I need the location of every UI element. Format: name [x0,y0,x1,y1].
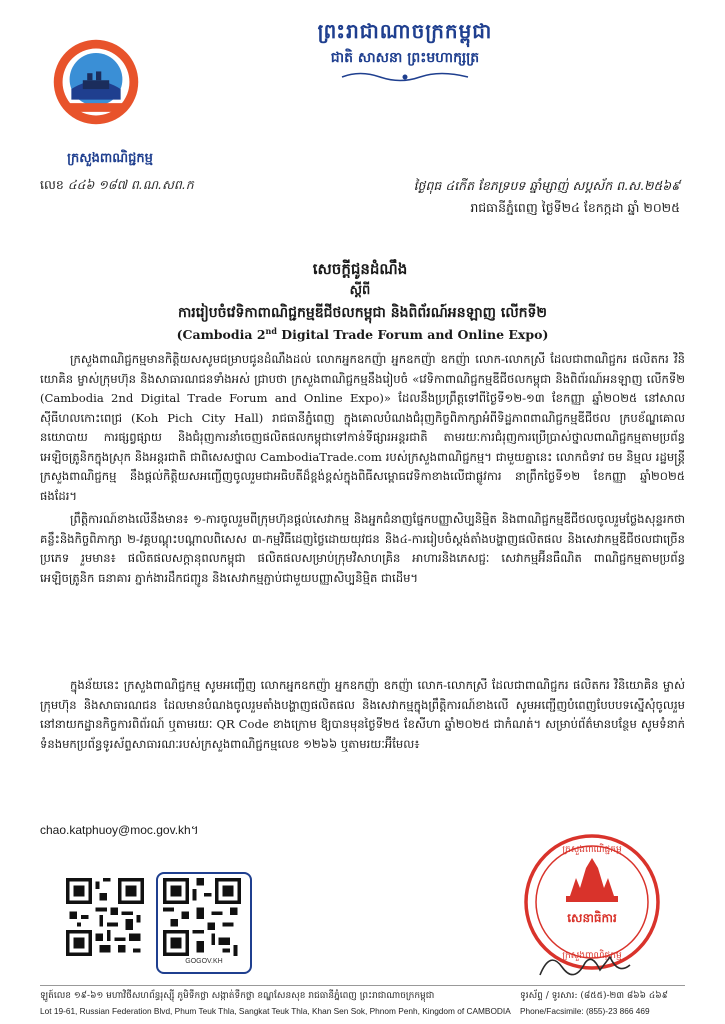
seal-title: សេនាធិការ [567,911,617,925]
body-paragraph-2: ព្រឹត្តិការណ៍ខាងលើនឹងមាន៖ ១-ការចូលរួមពីក្រុមហ៊ុនផ្តល់សេវាកម្ម និងអ្នកជំនាញផ្នែកបញ្ញាសិប្បនិម្មិត និងពាណិជ្ជកម្មឌីជីថលចូលរួមថ្លែងសុន្ទរកថាគន្លឹះនិងកិច្ចពិភាក្សា ២-វគ្គបណ្តុះបណ្តាលពិសេស ៣-កម្មវិធីដេញថ្លៃដោយយុវជន និង៤-ការរៀបចំស្តង់តាំងបង្ហាញផលិតផល និងសេវាកម្មឌីជីថលជាច្រើនប្រភេទ រួមមាន៖ ផលិតផលសក្តានុពលកម្ពុជា ផលិតផលសម្រាប់ក្រុមវិសាហគ្រិន អាហារនិងភេសជ្ជៈ សេវាកម្មអ៊ីនធឺណិត ពាណិជ្ជកម្មតាមប្រព័ន្ធអេឡិចត្រូនិក ធនាគារ ភ្នាក់ងារដឹកជញ្ជូន និងសេវាកម្មភ្ជាប់ជាមួយបញ្ញាសិប្បនិម្មិត ជាដើម។ [40,512,685,585]
national-motto: ជាតិ សាសនា ព្រះមហាក្សត្រ [330,50,480,66]
footer-divider [40,985,685,986]
notice-title: សេចក្តីជូនដំណឹង [312,260,408,278]
seal-top-text: ក្រសួងពាណិជ្ជកម្ម [562,845,622,855]
subject-english-sup: nd [265,326,277,336]
notice-subject-english [90,326,635,342]
lunar-date: ថ្ងៃពុធ ៤កើត ខែភទ្របទ ឆ្នាំម្សាញ់ សប្តស័ក ព.ស.២៥៦៩ [413,178,680,193]
notice-subject-label: ស្តីពី [349,283,371,298]
notice-subject: ការរៀបចំវេទិកាពាណិជ្ជកម្មឌីជីថលកម្ពុជា និងពិព័រណ៍អនឡាញ លើកទី២ [177,305,548,321]
reference-number [40,177,194,196]
footer-phone-english: Phone/Facsimile: (855)-23 866 469 [520,1006,650,1016]
seal-bottom-text: ក្រសួងពាណិជ្ជកម្ម [562,951,622,961]
subject-english-post: Digital Trade Forum and Online Expo) [276,327,549,343]
body-paragraph-1: ក្រសួងពាណិជ្ជកម្មមានកិត្តិយសសូមជម្រាបជូនដំណឹងដល់ លោកអ្នកឧកញ៉ា អ្នកឧកញ៉ា ឧកញ៉ា លោក-លោកស្រី ដែលជាពាណិជ្ជករ ផលិតករ វិនិយោគិន ម្ចាស់ក្រុមហ៊ុន និងសាធារណជនទាំងអស់ ជ្រាបថា ក្រសួងពាណិជ្ជកម្មនឹងរៀបចំ «វេទិកាពាណិជ្ជកម្មឌីជីថលកម្ពុជា និងពិព័រណ៍អនឡាញ លើកទី២ (Cambodia 2nd Digital Trade Forum and Online Expo)» ដែលនឹងប្រព្រឹត្តទៅពីថ្ងៃទី១២-១៣ ខែកញ្ញា ឆ្នាំ២០២៥ នៅសាលស៊ីធីហលកោះពេជ្រ (Koh Pich City Hall) រាជធានីភ្នំពេញ ក្នុងគោលបំណងជំរុញកិច្ចពិភាក្សាអំពីទិដ្ឋភាពពាណិជ្ជកម្មឌីជីថល ក្របខ័ណ្ឌគោលនយោបាយ ការផ្សព្វផ្សាយ និងជំរុញការនាំចេញផលិតផលកម្ពុជាទៅកាន់ទីផ្សារអន្តរជាតិ តាមរយៈការជំរុញការប្រើប្រាស់ថ្នាលពាណិជ្ជកម្មតាមប្រព័ន្ធអេឡិចត្រូនិកក្នុងស្រុក និងអន្តរជាតិ ជាពិសេសថ្នាល CambodiaTrade.com របស់ក្រសួងពាណិជ្ជកម្ម។ ជាមួយគ្នានេះ លោកជំទាវ ចម និម្មល រដ្ឋមន្ត្រីក្រសួងពាណិជ្ជកម្ម នឹងផ្តល់កិត្តិយសអញ្ជើញចូលរួមជាអធិបតីដ៏ខ្ពង់ខ្ពស់ក្នុងពិធីសម្ពោធវេទិកាខាងលើជាផ្លូវការ នាព្រឹកថ្ងៃទី១២ ខែកញ្ញា ឆ្នាំ២០២៥ ផងដែរ។ [40,352,685,503]
signature [500,945,680,985]
subject-english-pre: (Cambodia 2 [176,327,266,343]
footer-address-khmer: ឡូត៍លេខ ១៩-៦១ មហាវិថីសហព័ន្ធរុស្ស៊ី ភូមិទឹកថ្លា សង្កាត់ទឹកថ្លា ខណ្ឌសែនសុខ រាជធានីភ្នំពេញ ព្រះរាជាណាចក្រកម្ពុជា [40,991,435,1001]
reference-value: ៤៤៦ ១៨៧ ព.ណ.សព.ក [67,177,194,192]
contact-email[interactable]: chao.katphuoy@moc.gov.kh។ [40,823,199,837]
ornament-divider [340,70,470,84]
body-paragraph-3: ក្នុងន័យនេះ ក្រសួងពាណិជ្ជកម្ម សូមអញ្ជើញ លោកអ្នកឧកញ៉ា អ្នកឧកញ៉ា ឧកញ៉ា លោក-លោកស្រី ដែលជាពាណិជ្ជករ ផលិតករ វិនិយោគិន ម្ចាស់ក្រុមហ៊ុន និងសាធារណជន ដែលមានបំណងចូលរួមតាំងបង្ហាញផលិតផល និងសេវាកម្មក្នុងព្រឹត្តិការណ៍ខាងលើ សូមអញ្ជើញបំពេញបែបបទស្នើសុំចូលរួមនៅនាយកដ្ឋានកិច្ចការពិព័រណ៍ ឬតាមរយៈ QR Code ខាងក្រោម ឱ្យបានមុនថ្ងៃទី២៥ ខែសីហា ឆ្នាំ២០២៥ ជាកំណត់។ សម្រាប់ព័ត៌មានបន្ថែម សូមទំនាក់ទំនងមកប្រព័ន្ធទូរស័ព្ទសាធារណៈរបស់ក្រសួងពាណិជ្ជកម្មលេខ ១២៦៦ ឬតាមរយៈអ៊ីមែល៖ [40,678,685,751]
footer-address-english: Lot 19-61, Russian Federation Blvd, Phum Teuk Thla, Sangkat Teuk Thla, Khan Sen Sok, Phnom Penh, Kingdom of CAMBODIA [40,1006,511,1016]
gogov-qr-code[interactable] [163,878,241,956]
gogov-label: GOGOV.KH [185,958,223,965]
registration-qr-code[interactable] [66,878,144,956]
footer-phone-khmer: ទូរស័ព្ទ / ទូរសារ: (៨៥៥)-២៣ ៨៦៦ ៤៦៩ [520,991,668,1001]
ministry-name: ក្រសួងពាណិជ្ជកម្ម [67,151,153,166]
kingdom-title: ព្រះរាជាណាចក្រកម្ពុជា [317,19,493,43]
solar-date: រាជធានីភ្នំពេញ ថ្ងៃទី២៤ ខែកក្កដា ឆ្នាំ ២០២៥ [470,200,680,215]
reference-prefix: លេខ [40,177,64,192]
ministry-logo [52,38,140,126]
